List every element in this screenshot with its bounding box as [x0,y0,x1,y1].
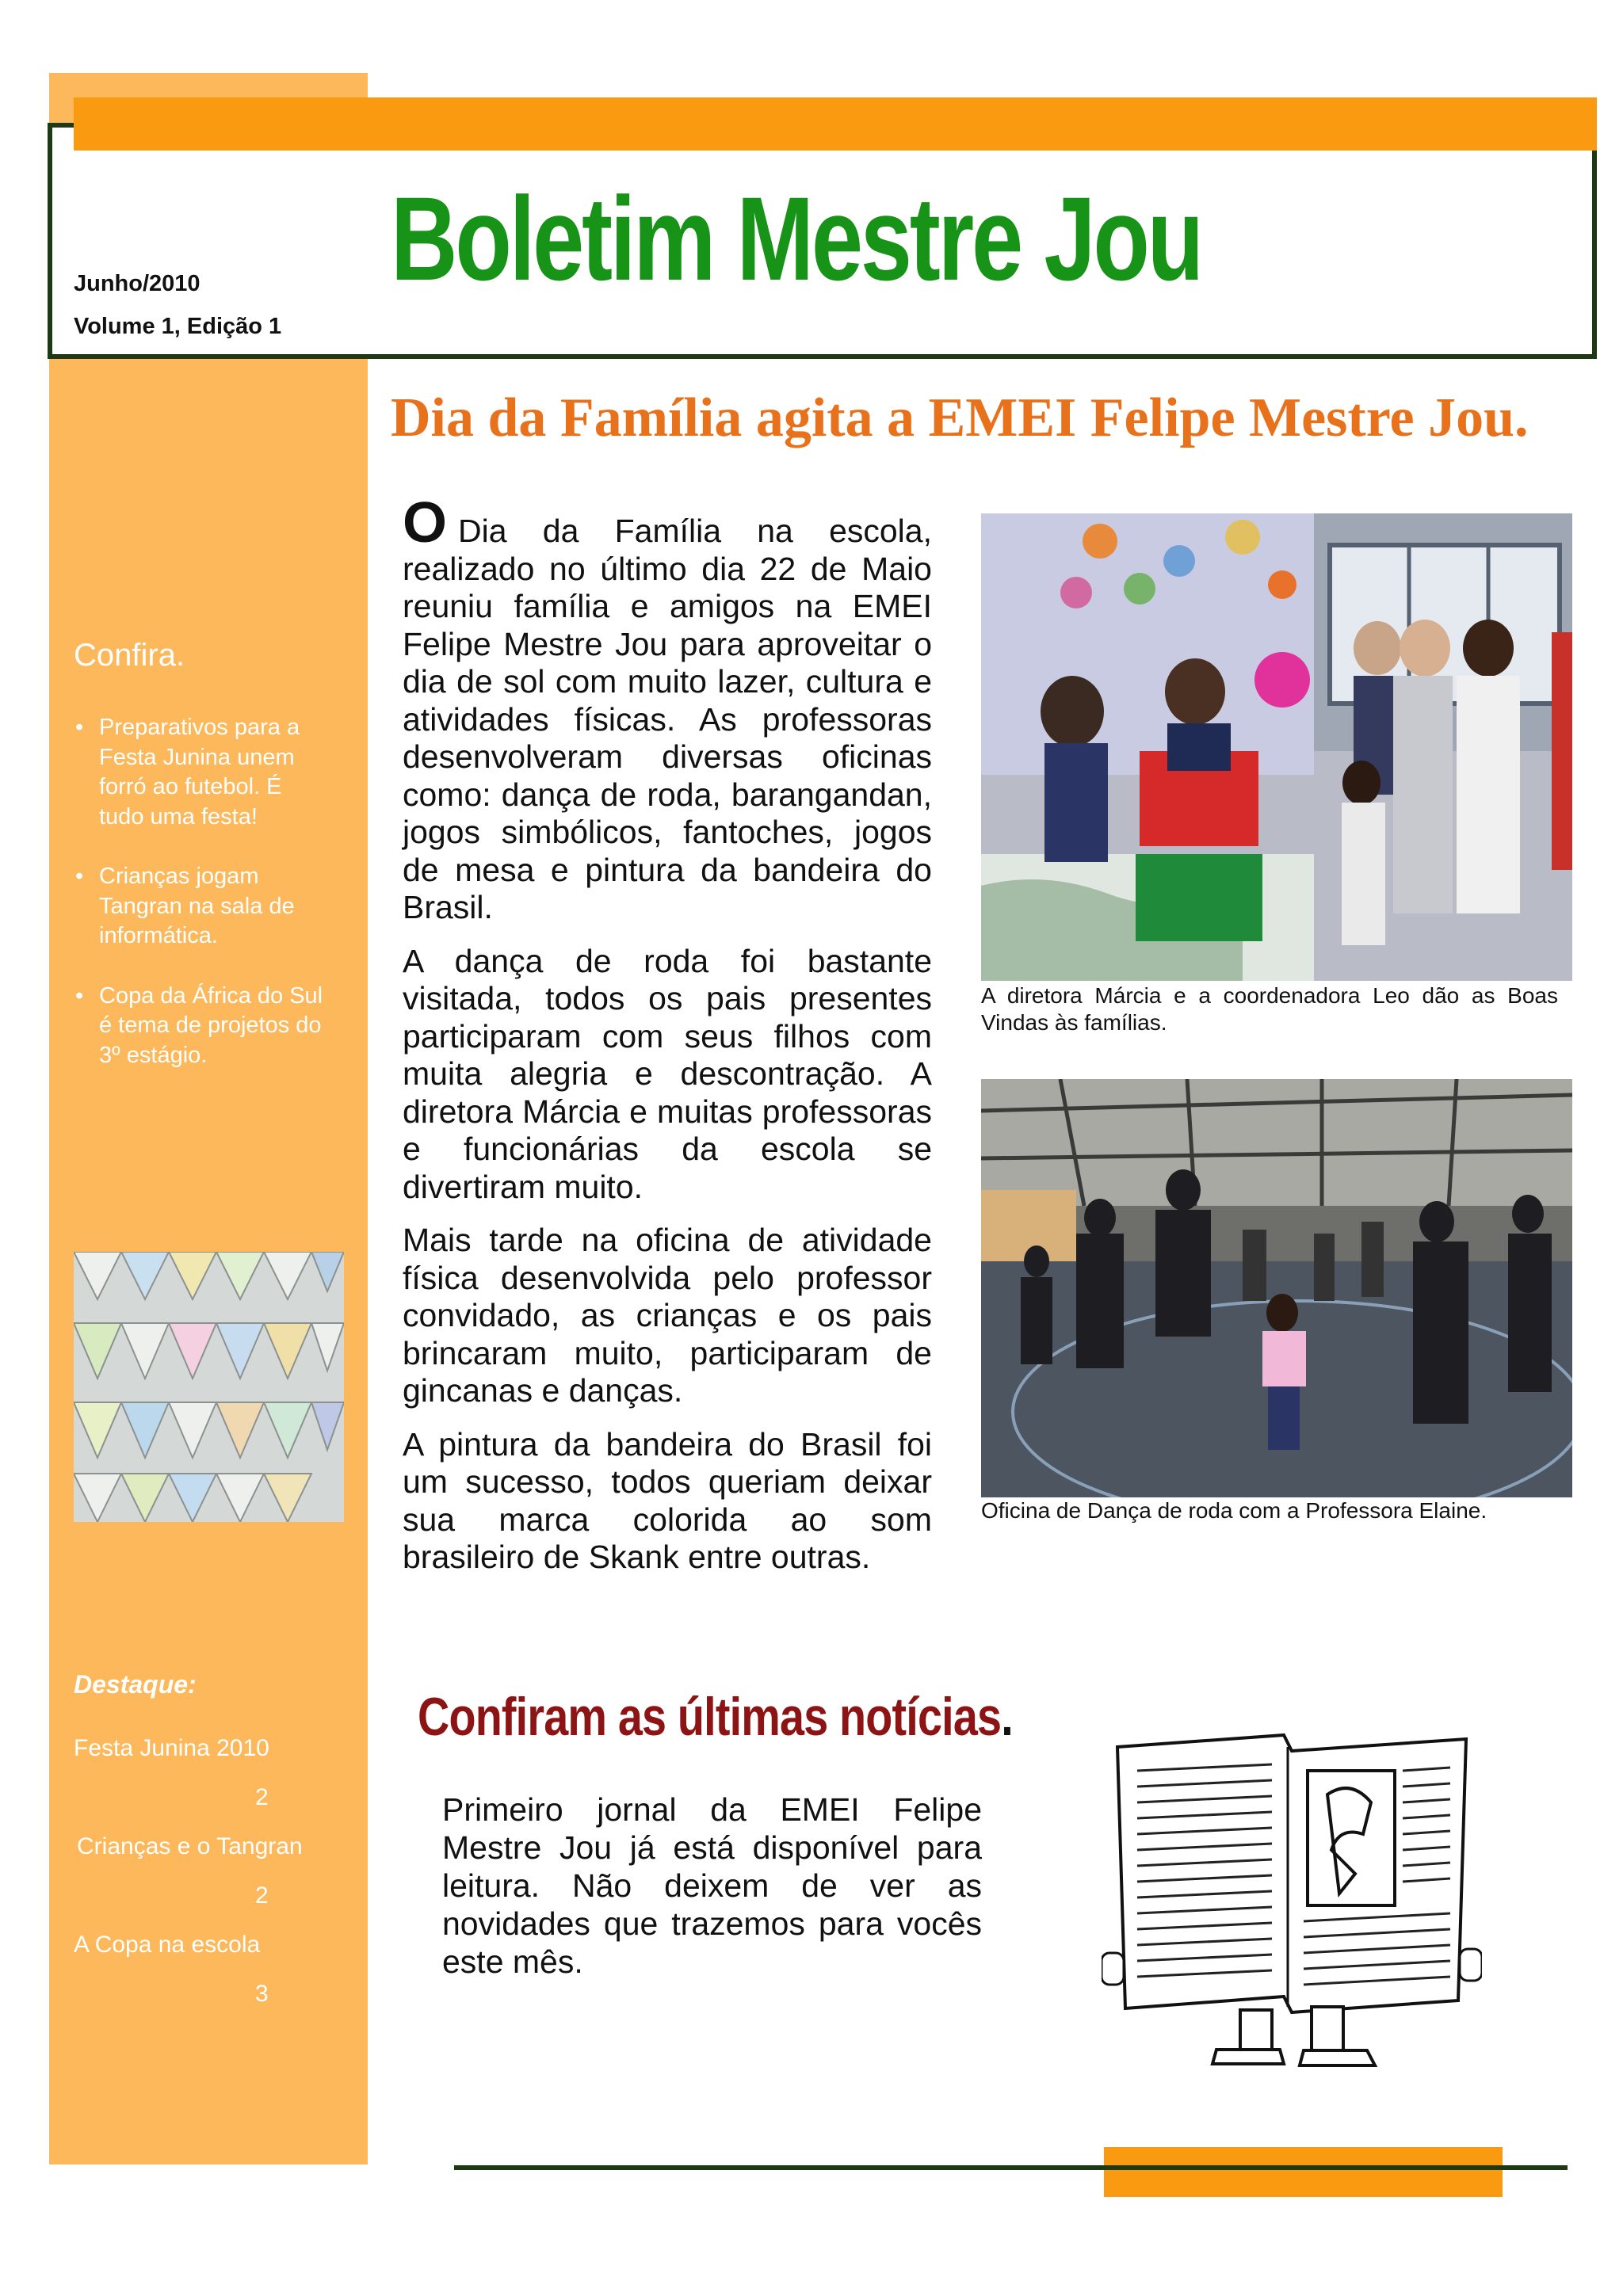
toc-item-label: A Copa na escola [74,1932,261,1958]
family-day-welcome-photo [981,513,1572,981]
bullet-icon: • [75,715,84,740]
bullet-icon: • [75,982,84,1009]
issue-date: Junho/2010 [74,271,200,296]
news-heading [418,1686,1013,1748]
bullet-icon: • [75,864,84,889]
confira-heading: Confira. [74,638,185,673]
confira-item [74,982,331,1071]
photo-caption-dance: Oficina de Dança de roda com a Professora Elaine. [981,1498,1487,1523]
masthead-orange-bar [74,97,1597,151]
news-heading-period: . [1001,1687,1013,1747]
toc-item-page: 2 [255,1882,269,1909]
toc-item-label: Festa Junina 2010 [74,1735,269,1761]
toc-item-page: 3 [255,1981,269,2007]
confira-item-text: Crianças jogam Tangran na sala de informática. [99,864,295,948]
confira-list [74,713,331,1100]
confira-item [74,713,331,832]
footer-rule [454,2165,1568,2170]
news-text: Primeiro jornal da EMEI Felipe Mestre Jou já está disponível para leitura. Não deixem de ver as novidades que trazemos para vocês este mês. [442,1791,982,1980]
confira-item [74,862,331,952]
circle-dance-photo [981,1079,1572,1497]
article-paragraph-1 [403,491,932,927]
article-paragraph-3: Mais tarde na oficina de atividade física desenvolvida pelo professor convidado, as crianças e os pais brincaram muito, participaram de gincanas e danças. [403,1222,932,1409]
news-heading-text: Confiram as últimas notícias [418,1687,1002,1747]
article-paragraph-4: A pintura da bandeira do Brasil foi um sucesso, todos queriam deixar sua marca colorida ao som brasileiro de Skank entre outras. [403,1425,932,1575]
newsletter-title: Boletim Mestre Jou [391,172,1202,305]
newspaper-reader-illustration [1102,1715,1482,2076]
footer-orange-block [1104,2147,1503,2197]
main-article [403,491,932,1592]
article-paragraph-1-text: Dia da Família na escola, realizado no último dia 22 de Maio reuniu família e amigos na EMEI Felipe Mestre Jou para aproveitar o dia de sol com muito lazer, cultura e atividades físicas. As professoras desenvolveram diversas oficinas como: dança de roda, barangandan, jogos simbólicos, fantoches, jogos de mesa e pintura da bandeira do Brasil. [403,513,932,925]
drop-cap: O [403,491,448,555]
destaque-heading: Destaque: [74,1670,197,1699]
toc-item-label: Crianças e o Tangran [77,1833,303,1859]
issue-volume: Volume 1, Edição 1 [74,314,282,339]
bunting-artwork-photo [74,1252,344,1522]
article-paragraph-2: A dança de roda foi bastante visitada, todos os pais presentes participaram com seus filhos com muita alegria e descontração. A diretora Márcia e muitas professoras e funcionárias da escola se divertiram muito. [403,942,932,1205]
photo-caption-welcome: A diretora Márcia e a coordenadora Leo dão as Boas Vindas às famílias. [981,983,1558,1035]
confira-item-text: Preparativos para a Festa Junina unem forró ao futebol. É tudo uma festa! [99,715,300,830]
confira-item-text: Copa da África do Sul é tema de projetos do 3º estágio. [99,982,323,1068]
article-headline: Dia da Família agita a EMEI Felipe Mestre Jou. [391,387,1529,448]
toc-item-page: 2 [255,1784,269,1810]
